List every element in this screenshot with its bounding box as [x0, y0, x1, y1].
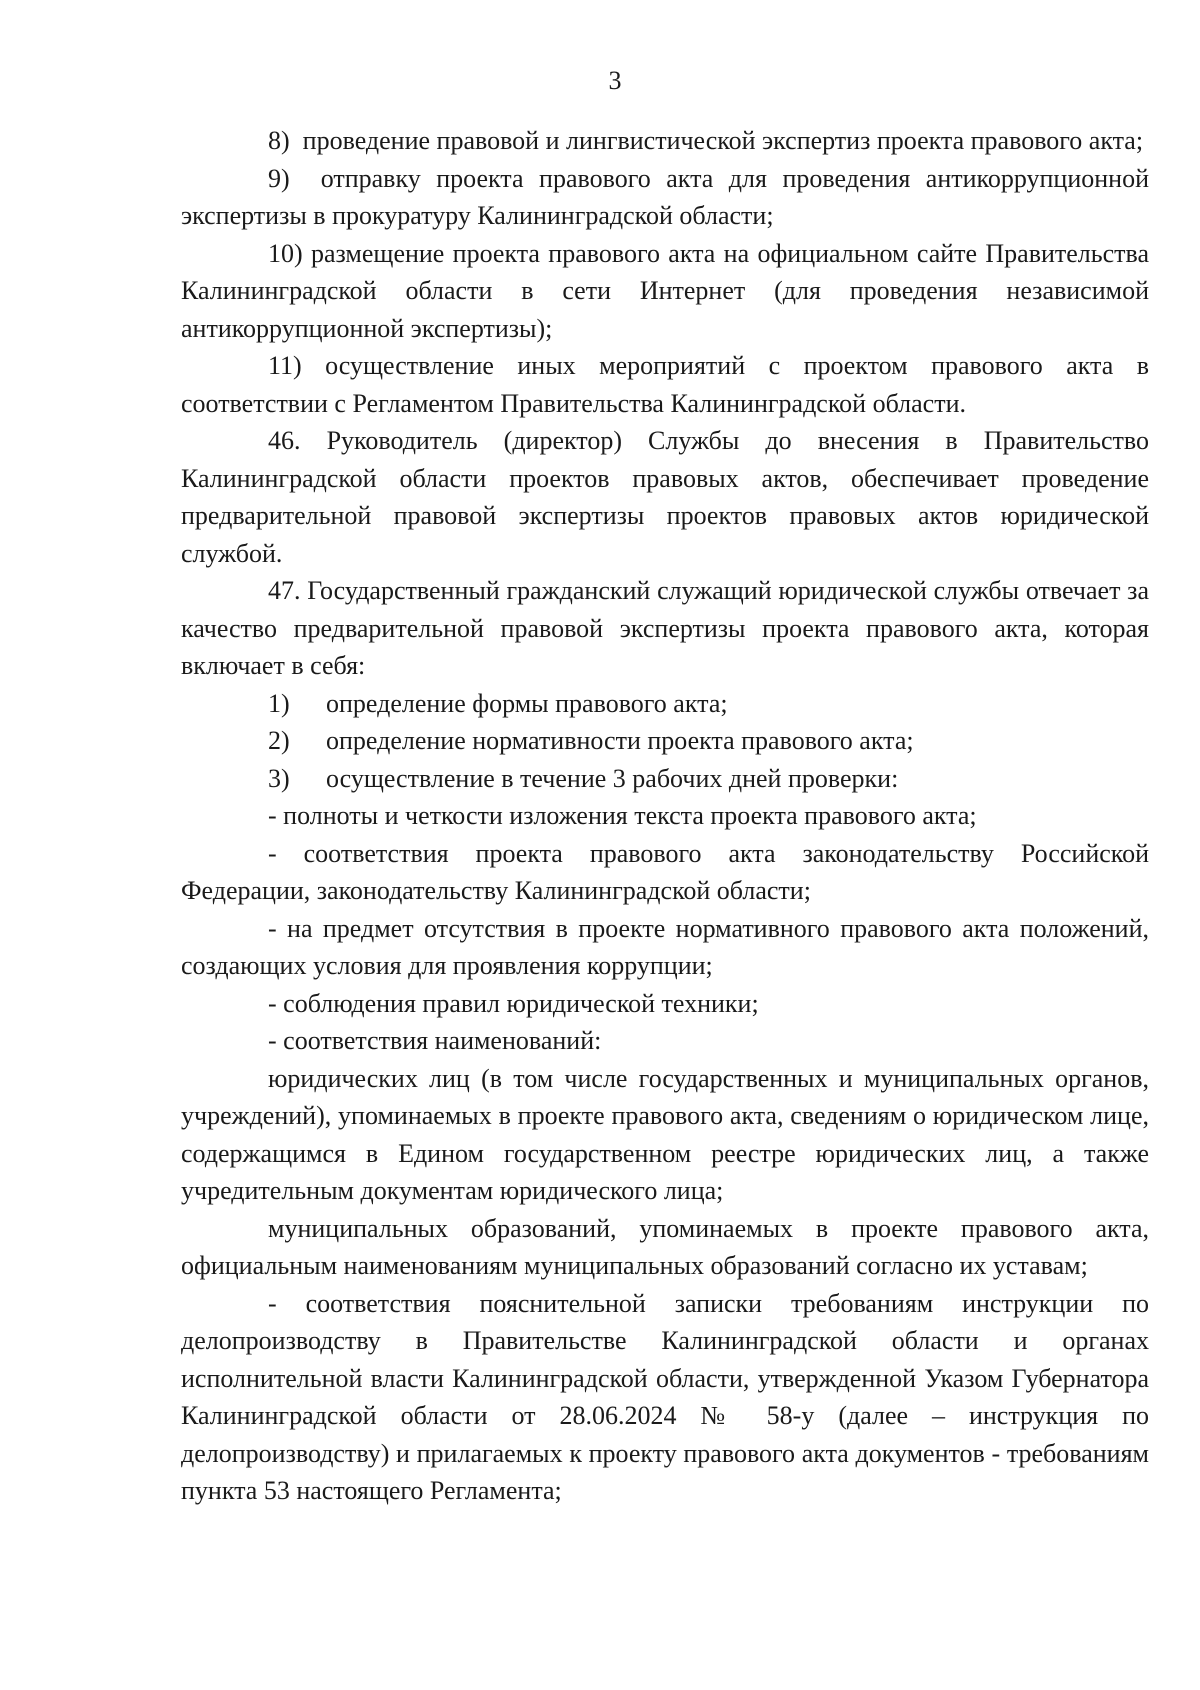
page-number: 3 — [608, 66, 622, 95]
document-body — [181, 122, 1149, 1510]
paragraph-clause-46: 46. Руководитель (директор) Службы до внесения в Правительство Калининградской области проектов правовых актов, обеспечивает проведение предварительной правовой экспертизы проектов правовых актов юридической службой. — [181, 426, 1149, 568]
list-item-text: осуществление в течение 3 рабочих дней проверки: — [326, 763, 899, 793]
check-legislation-compliance: - соответствия проекта правового акта законодательству Российской Федерации, законодательству Калининградской области; — [181, 838, 1149, 905]
list-item-text: определение формы правового акта; — [326, 688, 728, 718]
list-item-text: определение нормативности проекта правового акта; — [326, 726, 914, 755]
list-item-number: 1) — [268, 688, 290, 718]
check-completeness: - полноты и четкости изложения текста проекта правового акта; — [268, 801, 977, 830]
paragraph-item-9: 9) отправку проекта правового акта для проведения антикоррупционной экспертизы в прокуратуру Калининградской области; — [181, 163, 1149, 230]
check-names: - соответствия наименований: — [268, 1026, 602, 1055]
list-item — [181, 722, 1149, 760]
paragraph-item-11: 11) осуществление иных мероприятий с проектом правового акта в соответствии с Регламентом Правительства Калининградской области. — [181, 351, 1149, 418]
list-item — [181, 760, 1149, 798]
names-legal-entities: юридических лиц (в том числе государственных и муниципальных органов, учреждений), упоминаемых в проекте правового акта, сведениям о юридическом лице, содержащимся в Едином государственном реестре юридических лиц, а также учредительным документам юридического лица; — [181, 1063, 1149, 1205]
check-legal-technique: - соблюдения правил юридической техники; — [268, 988, 759, 1018]
list-item-number: 3) — [268, 763, 290, 793]
paragraph-item-8: 8) проведение правовой и лингвистической экспертиз проекта правового акта; — [268, 126, 1144, 155]
paragraph-clause-47: 47. Государственный гражданский служащий юридической службы отвечает за качество предварительной правовой экспертизы проекта правового акта, которая включает в себя: — [181, 576, 1149, 680]
list-item — [181, 685, 1149, 723]
paragraph-item-10: 10) размещение проекта правового акта на официальном сайте Правительства Калининградской области в сети Интернет (для проведения независимой антикоррупционной экспертизы); — [181, 238, 1149, 343]
check-explanatory-note: - соответствия пояснительной записки требованиям инструкции по делопроизводству в Правительстве Калининградской области и органах исполнительной власти Калининградской области, утвержденной Указом Губернатора Калининградской области от 28.06.2024 № 58-у (далее – инструкция по делопроизводству) и прилагаемых к проекту правового акта документов - требованиям пункта 53 настоящего Регламента; — [181, 1288, 1149, 1505]
list-item-number: 2) — [268, 726, 290, 755]
check-anticorruption: - на предмет отсутствия в проекте нормативного правового акта положений, создающих условия для проявления коррупции; — [181, 913, 1149, 980]
names-municipalities: муниципальных образований, упоминаемых в проекте правового акта, официальным наименованиям муниципальных образований согласно их уставам; — [181, 1213, 1149, 1280]
